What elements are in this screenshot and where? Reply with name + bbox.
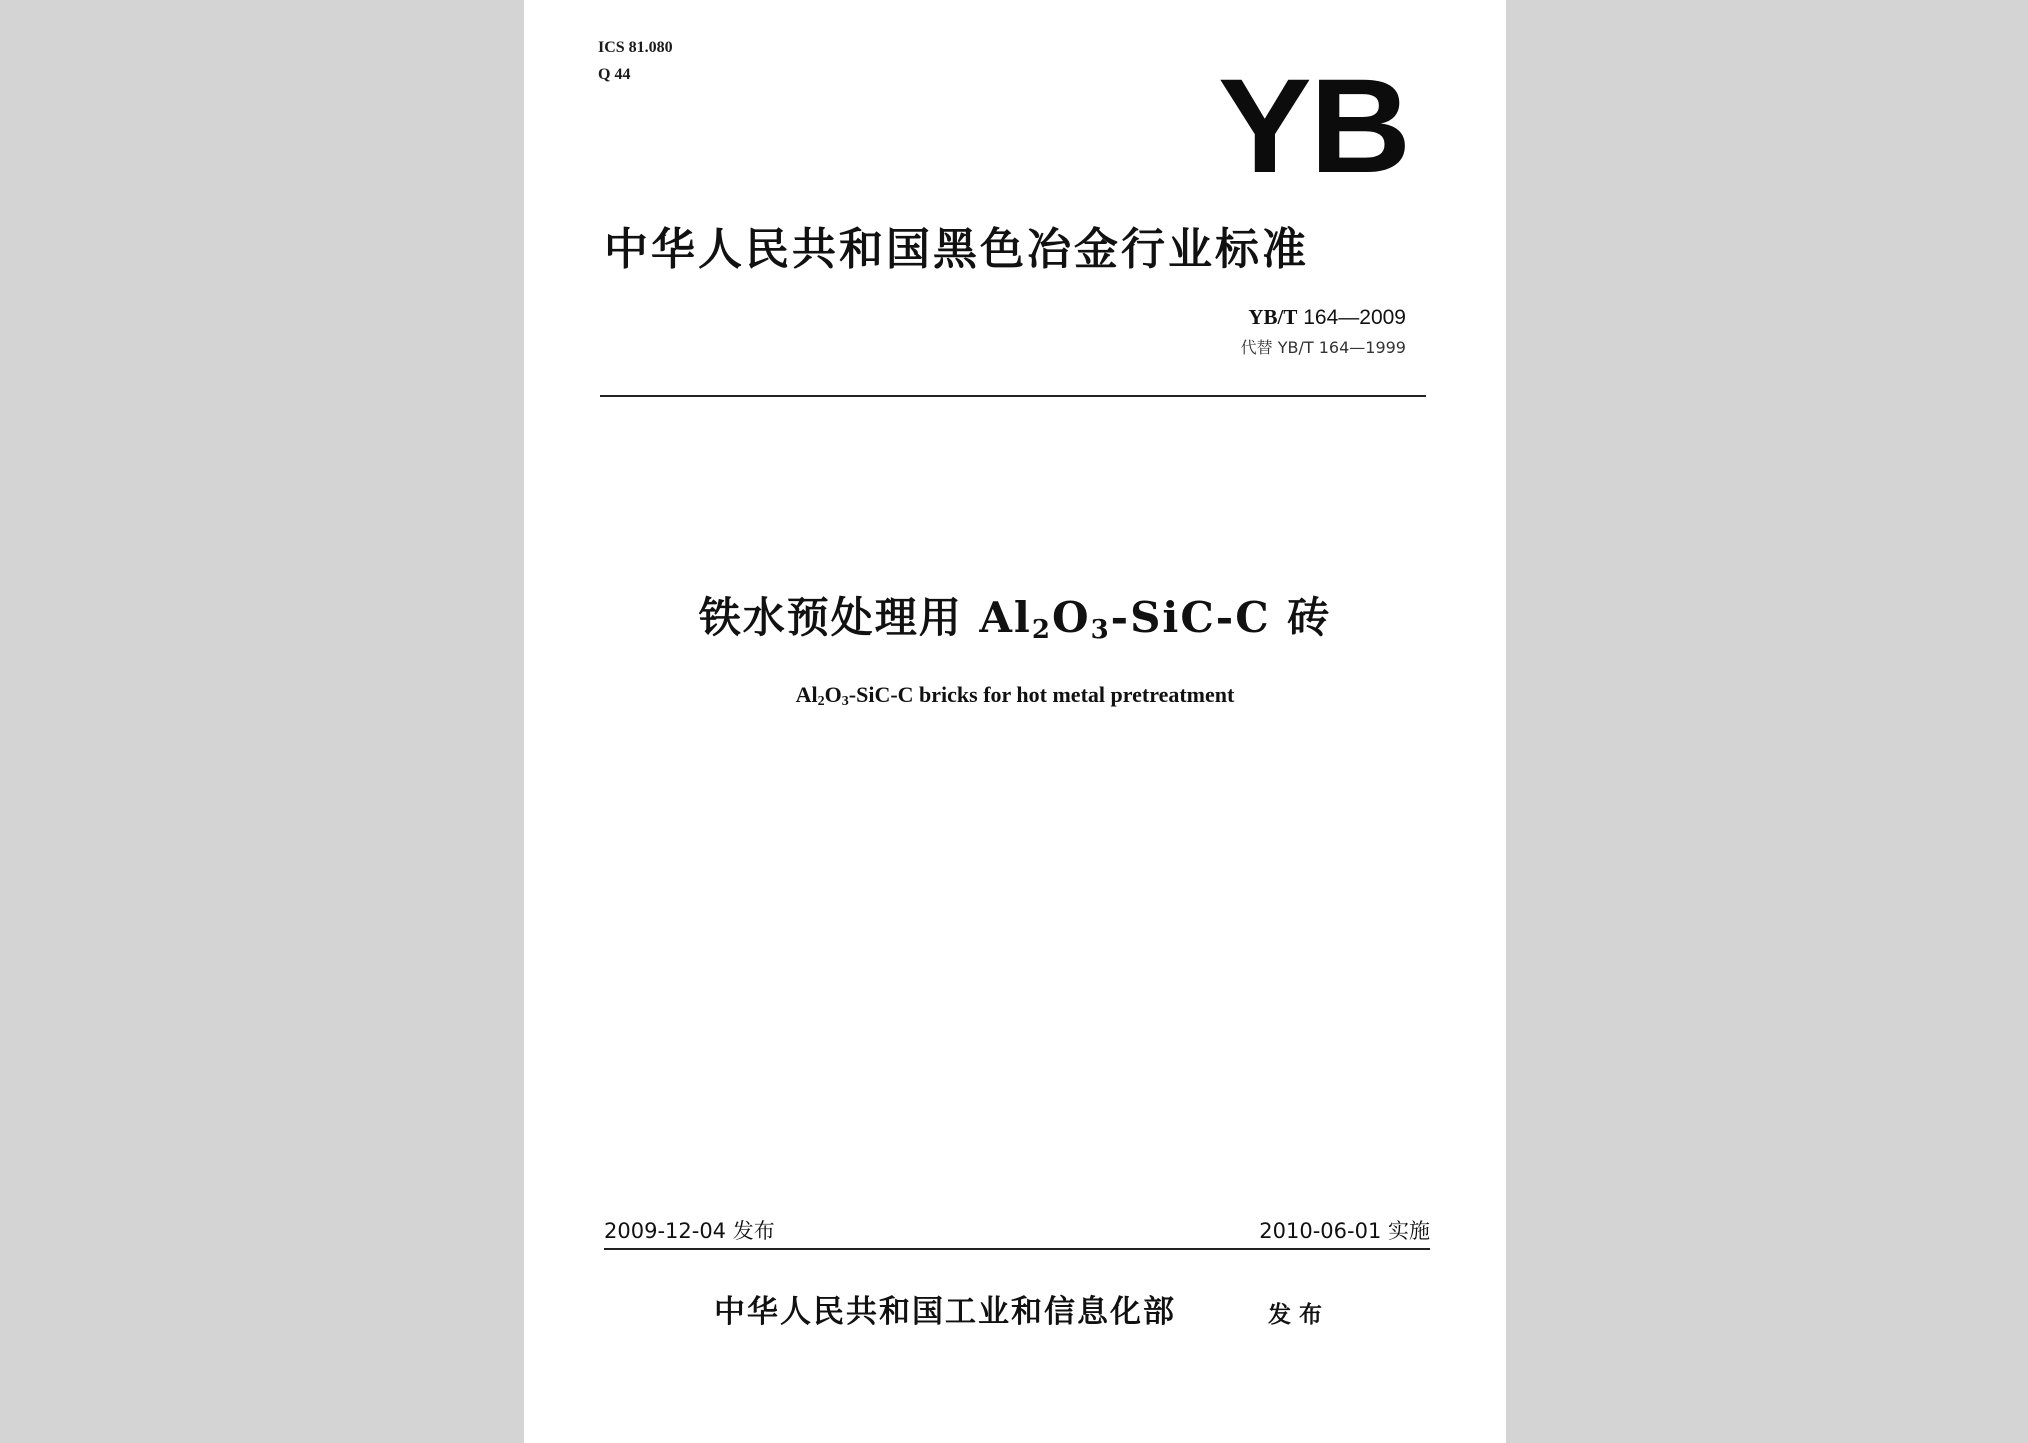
yb-logo: YB bbox=[1217, 52, 1409, 201]
date-divider bbox=[604, 1248, 1430, 1250]
replaces-standard: 代替 YB/T 164—1999 bbox=[1240, 338, 1406, 357]
document-page bbox=[524, 0, 1506, 1443]
ccs-code: Q 44 bbox=[598, 66, 631, 83]
issue-word: 发布 bbox=[1268, 1302, 1330, 1328]
publish-date: 2009-12-04 发布 bbox=[604, 1219, 775, 1243]
classification-codes bbox=[598, 34, 673, 88]
date-line bbox=[604, 1216, 1430, 1246]
header-divider bbox=[600, 395, 1426, 397]
document-title-en: $Al_2O_3-SiC-C$ bricks for hot metal pretreatment bbox=[795, 682, 1235, 709]
standard-code bbox=[1248, 302, 1406, 333]
title-cn-suffix: 砖 bbox=[1287, 593, 1332, 642]
title-cn-prefix: 铁水预处理用 bbox=[698, 593, 963, 642]
ics-code: ICS 81.080 bbox=[598, 39, 673, 56]
issuing-authority: 中华人民共和国工业和信息化部 bbox=[714, 1294, 1176, 1330]
title-cn-formula: $Al_2O_3-SiC-C$ bbox=[979, 593, 1271, 645]
document-title-cn bbox=[524, 589, 1506, 647]
standard-code-prefix: YB/T bbox=[1248, 305, 1298, 329]
standard-code-number: 164—2009 bbox=[1303, 306, 1406, 329]
implement-date: 2010-06-01 实施 bbox=[1259, 1219, 1430, 1243]
standard-title: 中华人民共和国黑色冶金行业标准 bbox=[604, 224, 1309, 275]
